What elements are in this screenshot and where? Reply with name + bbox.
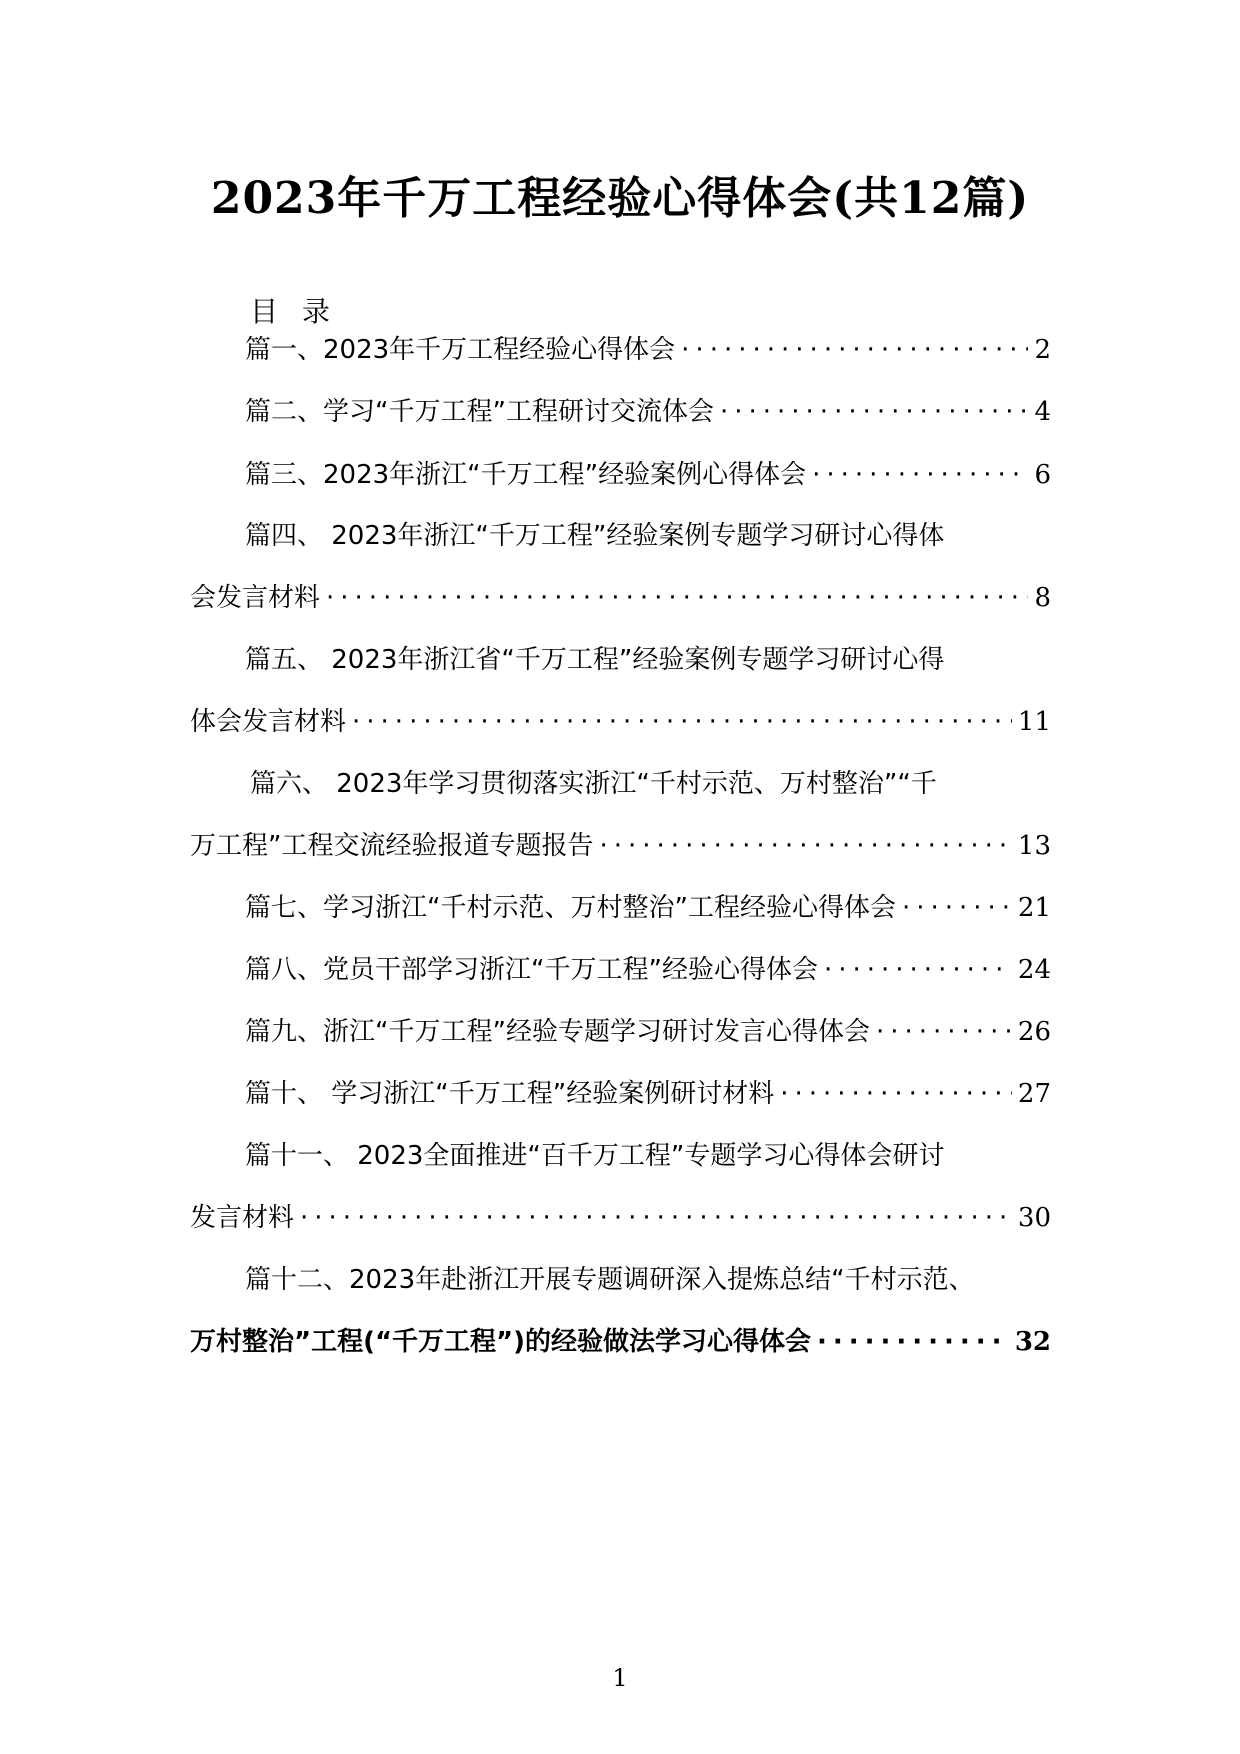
toc-entry-6-line1[interactable]: 篇六、 2023年学习贯彻落实浙江“千村示范、万村整治”“千 <box>250 769 937 799</box>
toc-entry-title: 发言材料 <box>190 1203 295 1233</box>
toc-entry-7[interactable] <box>245 888 1051 928</box>
toc-entry-6-line2[interactable] <box>190 826 1051 866</box>
dot-leader <box>352 702 1012 742</box>
toc-entry-title: 篇八、党员干部学习浙江“千万工程”经验心得体会 <box>245 955 818 985</box>
dot-leader <box>720 392 1029 432</box>
dot-leader <box>817 1322 1009 1362</box>
toc-entry-title: 篇十、 学习浙江“千万工程”经验案例研讨材料 <box>245 1079 775 1109</box>
toc-entry-12-line1[interactable]: 篇十二、2023年赴浙江开展专题调研深入提炼总结“千村示范、 <box>245 1265 975 1295</box>
toc-entry-4-line2[interactable] <box>190 578 1051 618</box>
toc-entry-10[interactable] <box>245 1074 1051 1114</box>
toc-entry-page: 30 <box>1017 1203 1051 1233</box>
dot-leader <box>599 826 1011 866</box>
toc-entry-5-line1[interactable]: 篇五、 2023年浙江省“千万工程”经验案例专题学习研讨心得 <box>245 645 945 675</box>
toc-entry-9[interactable] <box>245 1012 1051 1052</box>
toc-entry-title: 体会发言材料 <box>190 707 347 737</box>
toc-entry-11-line2[interactable] <box>190 1198 1051 1238</box>
dot-leader <box>902 888 1012 928</box>
toc-entry-1[interactable] <box>245 330 1051 370</box>
dot-leader <box>824 950 1012 990</box>
toc-entry-8[interactable] <box>245 950 1051 990</box>
dot-leader <box>681 330 1028 370</box>
toc-entry-page: 21 <box>1017 893 1051 923</box>
toc-entry-page: 2 <box>1034 335 1051 365</box>
toc-entry-title: 万村整治”工程(“千万工程”)的经验做法学习心得体会 <box>190 1327 812 1357</box>
toc-entry-page: 8 <box>1034 583 1051 613</box>
page-number: 1 <box>612 1664 628 1692</box>
toc-entry-page: 26 <box>1017 1017 1051 1047</box>
document-title: 2023年千万工程经验心得体会(共12篇) <box>210 173 1030 224</box>
toc-entry-title: 会发言材料 <box>190 583 321 613</box>
dot-leader <box>812 455 1028 495</box>
toc-entry-title: 篇九、浙江“千万工程”经验专题学习研讨发言心得体会 <box>245 1017 870 1047</box>
toc-entry-title: 万工程”工程交流经验报道专题报告 <box>190 831 594 861</box>
toc-heading: 目录 <box>250 295 355 328</box>
toc-entry-page: 24 <box>1017 955 1051 985</box>
dot-leader <box>300 1198 1012 1238</box>
toc-entry-2[interactable] <box>245 392 1051 432</box>
toc-entry-4-line1[interactable]: 篇四、 2023年浙江“千万工程”经验案例专题学习研讨心得体 <box>245 521 945 551</box>
toc-entry-title: 篇一、2023年千万工程经验心得体会 <box>245 335 676 365</box>
toc-entry-11-line1[interactable]: 篇十一、 2023全面推进“百千万工程”专题学习心得体会研讨 <box>245 1141 945 1171</box>
dot-leader <box>780 1074 1012 1114</box>
toc-entry-5-line2[interactable] <box>190 702 1051 742</box>
toc-entry-page: 27 <box>1017 1079 1051 1109</box>
toc-entry-page: 32 <box>1014 1327 1051 1357</box>
toc-entry-page: 4 <box>1034 397 1051 427</box>
toc-entry-page: 11 <box>1017 707 1051 737</box>
toc-entry-title: 篇三、2023年浙江“千万工程”经验案例心得体会 <box>245 460 807 490</box>
toc-entry-title: 篇七、学习浙江“千村示范、万村整治”工程经验心得体会 <box>245 893 896 923</box>
toc-entry-12-line2[interactable] <box>190 1322 1051 1362</box>
dot-leader <box>876 1012 1012 1052</box>
dot-leader <box>326 578 1028 618</box>
toc-entry-title: 篇二、学习“千万工程”工程研讨交流体会 <box>245 397 714 427</box>
toc-entry-page: 13 <box>1017 831 1051 861</box>
toc-entry-page: 6 <box>1034 460 1051 490</box>
toc-entry-3[interactable] <box>245 455 1051 495</box>
